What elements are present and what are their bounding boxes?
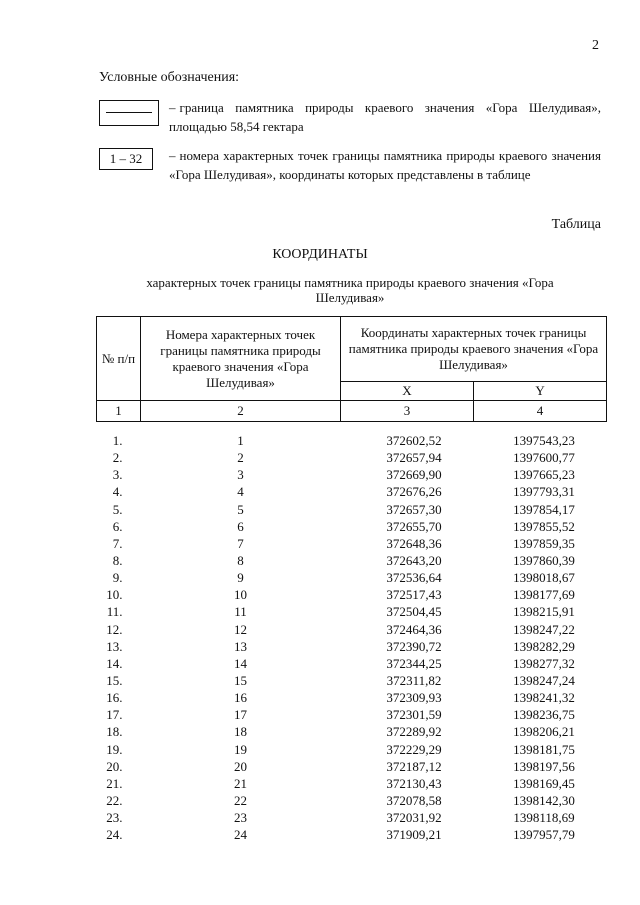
coord-y: 1397957,79 [513,827,575,843]
coord-x: 371909,21 [386,827,442,843]
row-number: 5. [112,501,123,517]
coord-y: 1397600,77 [513,450,575,466]
coord-x: 372655,70 [386,518,442,534]
coord-x: 372464,36 [386,621,442,637]
table-row [97,689,607,706]
row-number: 2. [112,450,123,466]
point-number: 12 [234,621,247,637]
coord-x: 372187,12 [386,758,442,774]
coord-y: 1398177,69 [513,587,575,603]
table-row [97,621,607,638]
row-number: 3. [112,467,123,483]
table-row [97,586,607,603]
table-row [97,518,607,535]
table-row [97,723,607,740]
header-num: № п/п [97,317,141,401]
point-number: 13 [234,638,247,654]
coord-y: 1398142,30 [513,793,575,809]
coord-x: 372309,93 [386,690,442,706]
row-number: 23. [106,810,123,826]
coord-y: 1398215,91 [513,604,575,620]
coord-y: 1397793,31 [513,484,575,500]
coord-x: 372676,26 [386,484,442,500]
table-row [97,501,607,518]
row-number: 13. [106,638,123,654]
coord-x: 372311,82 [386,673,442,689]
row-number: 6. [112,518,123,534]
point-number: 23 [234,810,247,826]
coord-y: 1398169,45 [513,775,575,791]
row-number: 24. [106,827,123,843]
point-number: 19 [234,741,247,757]
point-range-symbol: 1 – 32 [99,148,153,170]
coord-x: 372657,30 [386,501,442,517]
point-number: 1 [237,433,244,449]
point-number: 18 [234,724,247,740]
row-number: 19. [106,741,123,757]
header-points: Номера характерных точек границы памятника природы краевого значения «Гора Шелудивая» [141,317,341,401]
coord-y: 1398181,75 [513,741,575,757]
column-number: 1 [97,401,141,422]
coord-x: 372229,29 [386,741,442,757]
point-number: 6 [237,518,244,534]
coord-y: 1398241,32 [513,690,575,706]
point-number: 7 [237,535,244,551]
coord-y: 1398118,69 [513,810,575,826]
point-number: 21 [234,775,247,791]
coordinates-table [96,316,607,843]
table-row [97,758,607,775]
coord-x: 372390,72 [386,638,442,654]
point-number: 8 [237,553,244,569]
boundary-line-symbol [99,100,159,126]
coord-y: 1397859,35 [513,535,575,551]
legend-dash: – [169,148,176,163]
point-number: 16 [234,690,247,706]
coord-y: 1398236,75 [513,707,575,723]
column-number: 3 [341,401,474,422]
point-number: 3 [237,467,244,483]
legend-dash: – [169,100,176,115]
document-title: КООРДИНАТЫ [272,247,368,262]
coord-y: 1397860,39 [513,553,575,569]
table-row [97,638,607,655]
coord-y: 1397854,17 [513,501,575,517]
point-number: 4 [237,484,244,500]
point-number: 17 [234,707,247,723]
point-number: 24 [234,827,247,843]
row-number: 21. [106,775,123,791]
page-number: 2 [592,38,599,53]
coord-y: 1397855,52 [513,518,575,534]
coord-x: 372301,59 [386,707,442,723]
coord-y: 1397665,23 [513,467,575,483]
coord-x: 372536,64 [386,570,442,586]
row-number: 15. [106,673,123,689]
legend-text-points: номера характерных точек границы памятника природы краевого значения «Гора Шелудивая», координаты которых представлены в таблице [169,148,601,182]
row-number: 4. [112,484,123,500]
table-label: Таблица [551,217,601,232]
point-number: 14 [234,655,247,671]
table-row [97,466,607,483]
coord-x: 372504,45 [386,604,442,620]
table-row [97,432,607,449]
row-number: 22. [106,793,123,809]
row-number: 11. [106,604,123,620]
table-row [97,603,607,620]
row-number: 8. [112,553,123,569]
legend-text-boundary: граница памятника природы краевого значения «Гора Шелудивая», площадью 58,54 гектара [169,100,601,134]
point-number: 22 [234,793,247,809]
point-number: 2 [237,450,244,466]
row-number: 10. [106,587,123,603]
table-row [97,706,607,723]
coord-x: 372669,90 [386,467,442,483]
table-row [97,672,607,689]
table-row [97,792,607,809]
point-number: 15 [234,673,247,689]
row-number: 12. [106,621,123,637]
coord-y: 1397543,23 [513,433,575,449]
header-coords: Координаты характерных точек границы памятника природы краевого значения «Гора Шелудивая» [341,317,607,382]
coord-x: 372648,36 [386,535,442,551]
point-number: 10 [234,587,247,603]
row-number: 20. [106,758,123,774]
table-row [97,483,607,500]
column-number: 4 [474,401,607,422]
row-number: 18. [106,724,123,740]
table-row [97,569,607,586]
row-number: 16. [106,690,123,706]
row-number: 14. [106,655,123,671]
coord-y: 1398277,32 [513,655,575,671]
coord-x: 372289,92 [386,724,442,740]
document-subtitle: характерных точек границы памятника природы краевого значения «Гора Шелудивая» [146,275,554,305]
header-x: X [341,382,474,401]
column-number: 2 [141,401,341,422]
point-number: 5 [237,501,244,517]
row-number: 7. [112,535,123,551]
coord-y: 1398206,21 [513,724,575,740]
header-y: Y [474,382,607,401]
coord-x: 372602,52 [386,433,442,449]
coord-x: 372344,25 [386,655,442,671]
coord-y: 1398282,29 [513,638,575,654]
table-row [97,449,607,466]
row-number: 17. [106,707,123,723]
table-row [97,809,607,826]
point-number: 20 [234,758,247,774]
point-number: 11 [234,604,247,620]
coord-y: 1398247,24 [513,673,575,689]
table-row [97,535,607,552]
row-number: 1. [112,433,123,449]
coord-y: 1398197,56 [513,758,575,774]
coord-x: 372031,92 [386,810,442,826]
coord-x: 372643,20 [386,553,442,569]
table-body [97,432,607,843]
table-row [97,741,607,758]
coord-x: 372078,58 [386,793,442,809]
table-row [97,826,607,843]
table-row [97,775,607,792]
coord-y: 1398247,22 [513,621,575,637]
point-number: 9 [237,570,244,586]
coord-x: 372657,94 [386,450,442,466]
coord-x: 372517,43 [386,587,442,603]
table-row [97,552,607,569]
row-number: 9. [112,570,123,586]
legend-title: Условные обозначения: [99,70,240,85]
coord-y: 1398018,67 [513,570,575,586]
table-row [97,655,607,672]
coord-x: 372130,43 [386,775,442,791]
